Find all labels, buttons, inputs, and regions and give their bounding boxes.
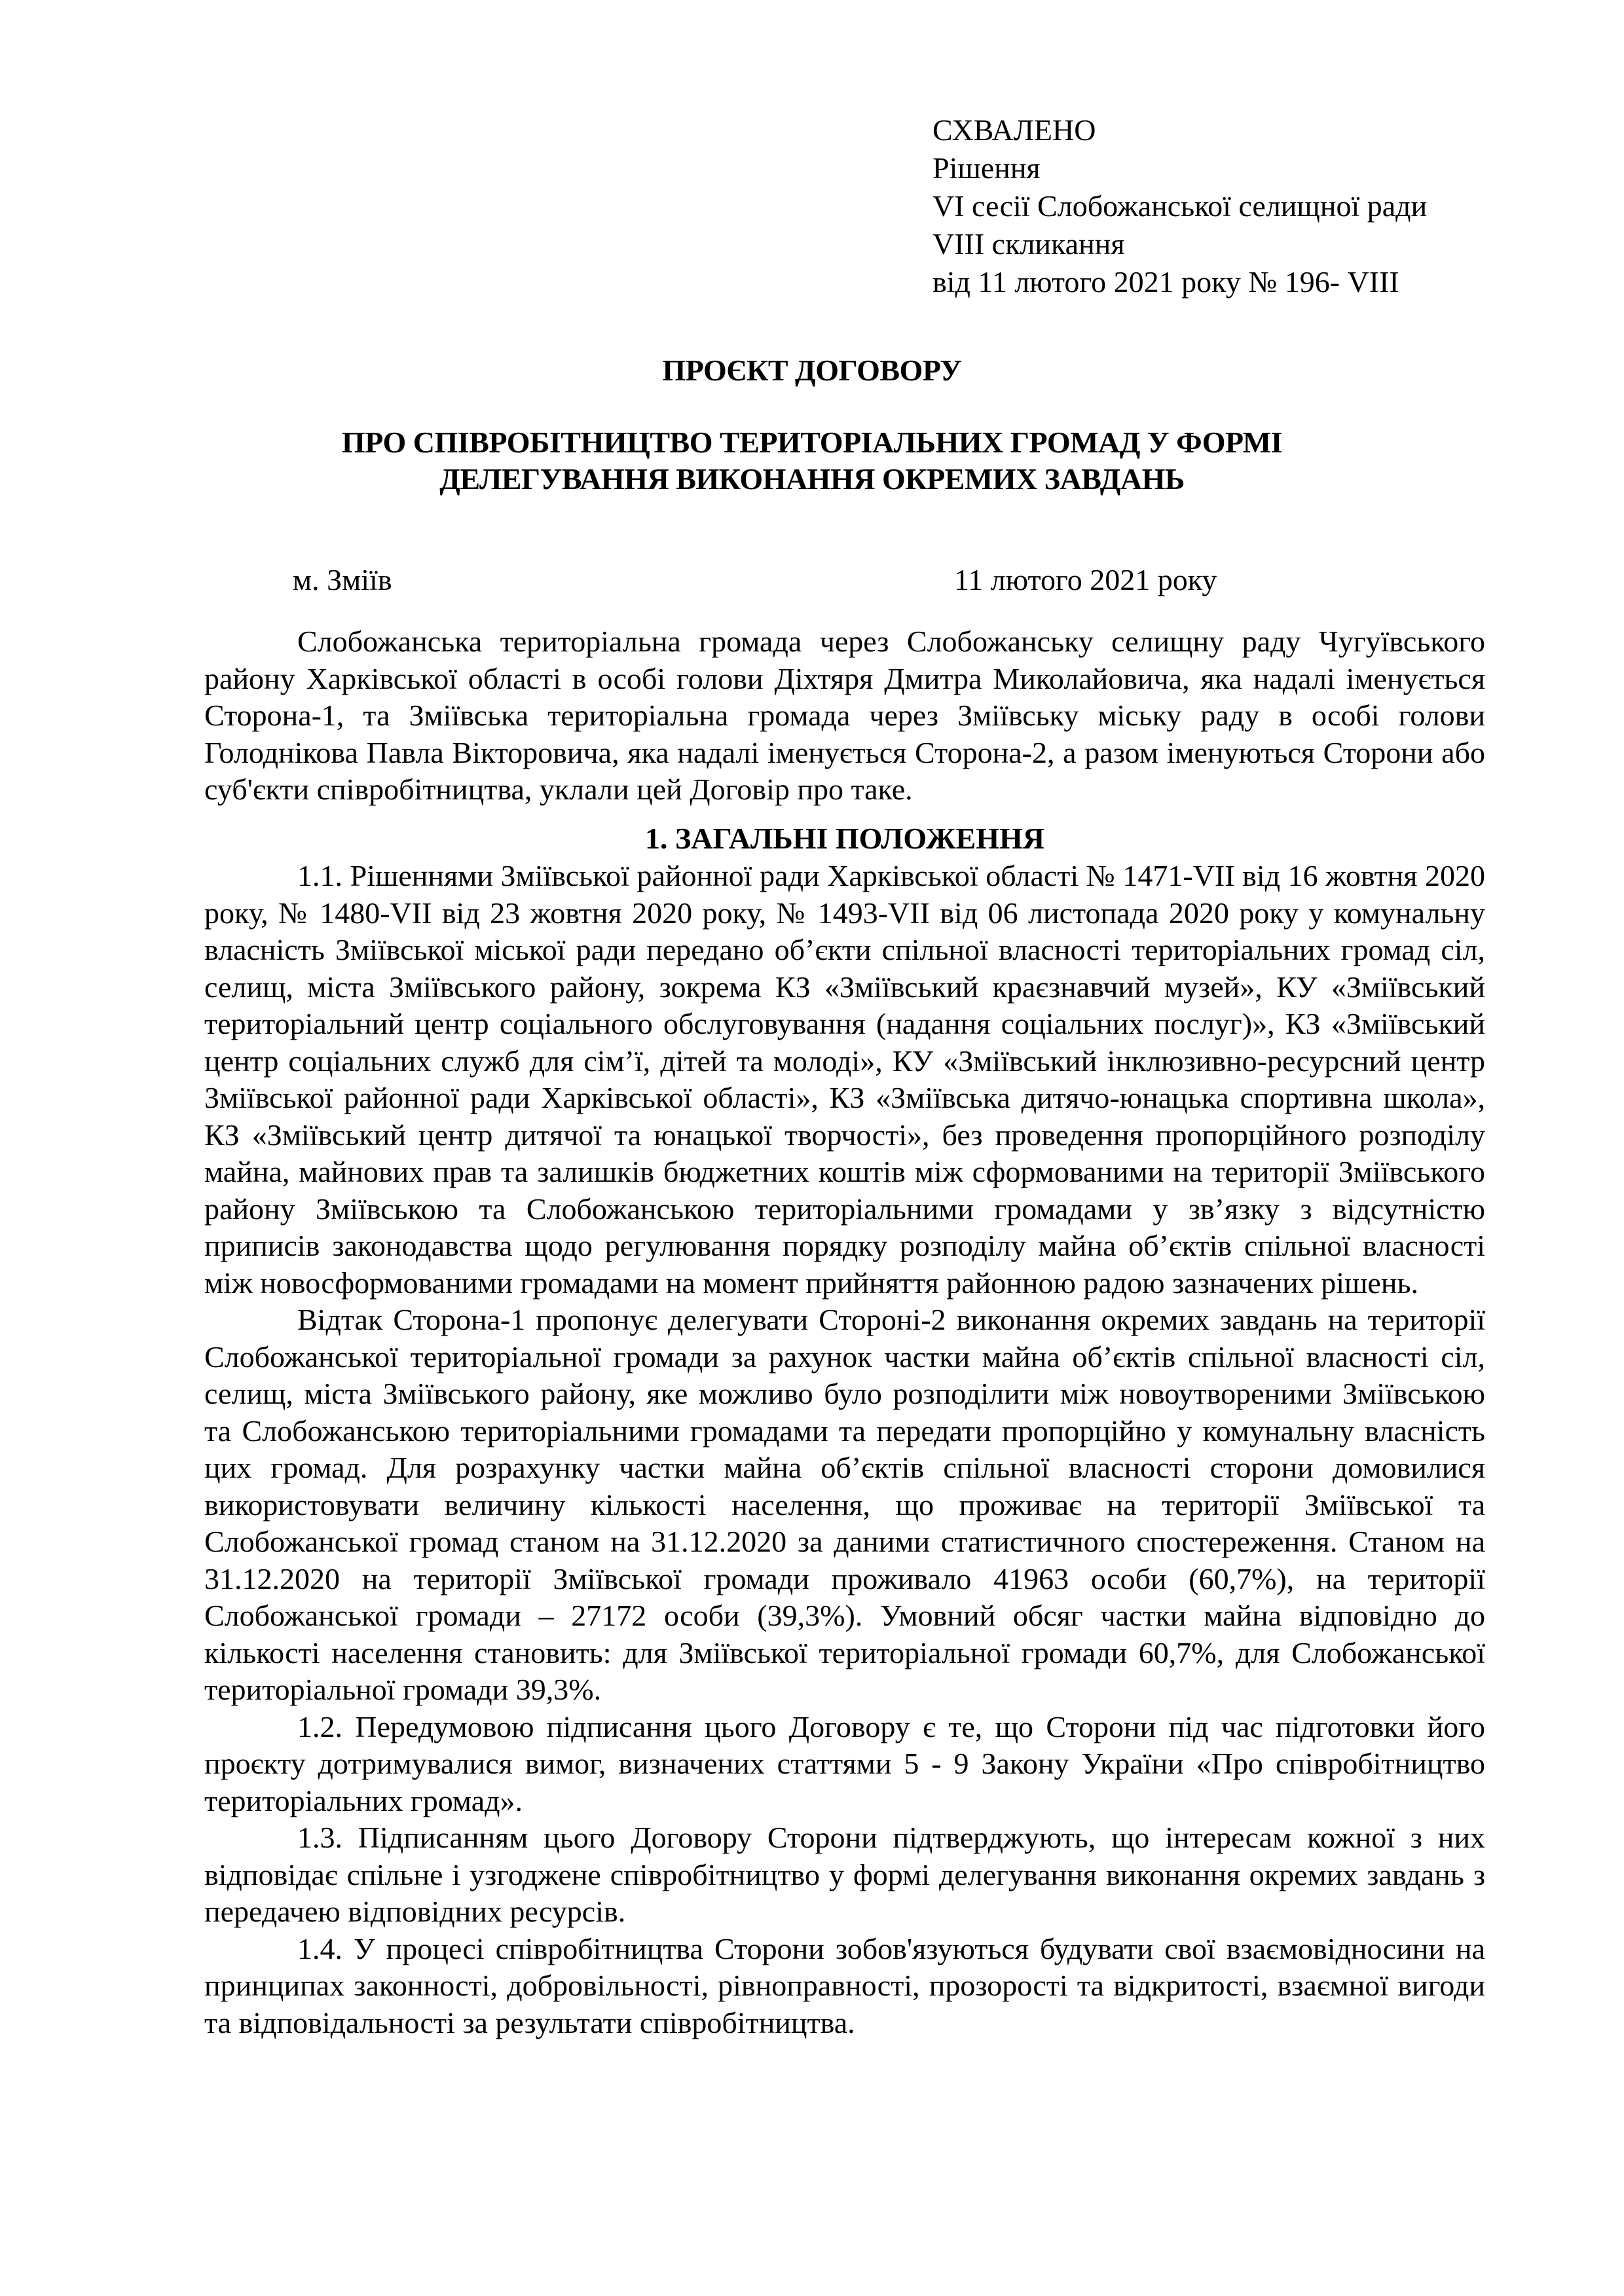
approval-stamp-block [932, 111, 1427, 301]
approval-session: VI сесії Слобожанської селищної ради [932, 189, 1428, 223]
section-1-body [204, 858, 1485, 2041]
document-subtitle-line-1: ПРО СПІВРОБІТНИЦТВО ТЕРИТОРІАЛЬНИХ ГРОМАД У ФОРМІ [341, 426, 1283, 459]
approval-label: СХВАЛЕНО [932, 113, 1096, 147]
approval-decision: Рішення [932, 151, 1041, 185]
preamble-paragraph: Слобожанська територіальна громада через Слобожанську селищну раду Чугуївського району Харківської області в особі голови Діхтяря Дмитра Миколайовича, яка надалі іменується Сторона-1, та Зміївська територіальна громада через Зміївську міську раду в особі голови Голоднікова Павла Вікторовича, яка надалі іменується Сторона-2, а разом іменуються Сторони або суб'єкти співробітництва, уклали цей Договір про таке. [204, 625, 1485, 806]
approval-convocation: VIII скликання [932, 227, 1125, 261]
clause-1-2: 1.2. Передумовою підписання цього Договору є те, що Сторони під час підготовки його проєкту дотримувалися вимог, визначених статтями 5 - 9 Закону України «Про співробітництво територіальних громад». [204, 1709, 1485, 1817]
clause-1-1: 1.1. Рішеннями Зміївської районної ради Харківської області № 1471-VII від 16 жовтня 2020 року, № 1480-VII від 23 жовтня 2020 року, № 1493-VII від 06 листопада 2020 року у комунальну власність Зміївської міської ради передано об’єкти спільної власності територіальних громад сіл, селищ, міста Зміївського району, зокрема КЗ «Зміївський краєзнавчий музей», КУ «Зміївський територіальний центр соціального обслуговування (надання соціальних послуг)», КЗ «Зміївський центр соціальних служб для сім’ї, дітей та молоді», КУ «Зміївський інклюзивно-ресурсний центр Зміївської районної ради Харківської області», КЗ «Зміївська дитячо-юнацька спортивна школа», КЗ «Зміївський центр дитячої та юнацької творчості», без проведення пропорційного розподілу майна, майнових прав та залишків бюджетних коштів між сформованими на території Зміївського району Зміївською та Слобожанською територіальними громадами у зв’язку з відсутністю приписів законодавства щодо регулювання порядку розподілу майна об’єктів спільної власності між новосформованими громадами на момент прийняття районною радою зазначених рішень. [204, 859, 1485, 1300]
document-subtitle-line-2: ДЕЛЕГУВАННЯ ВИКОНАННЯ ОКРЕМИХ ЗАВДАНЬ [439, 462, 1185, 496]
preamble [204, 623, 1485, 809]
section-1-heading: 1. ЗАГАЛЬНІ ПОЛОЖЕННЯ [645, 822, 1044, 855]
clause-1-3: 1.3. Підписанням цього Договору Сторони підтверджують, що інтересам кожної з них відповідає спільне і узгоджене співробітництво у формі делегування виконання окремих завдань з передачею відповідних ресурсів. [204, 1821, 1485, 1928]
document-subtitle [196, 424, 1428, 498]
contract-place: м. Зміїв [293, 563, 392, 596]
document-title: ПРОЄКТ ДОГОВОРУ [662, 354, 962, 387]
approval-date-number: від 11 лютого 2021 року № 196- VIII [932, 265, 1399, 299]
clause-1-1-continued: Відтак Сторона-1 пропонує делегувати Стороні-2 виконання окремих завдань на території Слобожанської територіальної громади за рахунок частки майна об’єктів спільної власності сіл, селищ, міста Зміївського району, яке можливо було розподілити між новоутвореними Зміївською та Слобожанською територіальними громадами та передати пропорційно у комунальну власність цих громад. Для розрахунку частки майна об’єктів спільної власності сторони домовилися використовувати величину кількості населення, що проживає на території Зміївської та Слобожанської громад станом на 31.12.2020 за даними статистичного спостереження. Станом на 31.12.2020 на території Зміївської громади проживало 41963 особи (60,7%), на території Слобожанської громади – 27172 особи (39,3%). Умовний обсяг частки майна відповідно до кількості населення становить: для Зміївської територіальної громади 60,7%, для Слобожанської територіальної громади 39,3%. [204, 1303, 1485, 1706]
contract-date: 11 лютого 2021 року [954, 563, 1217, 596]
clause-1-4: 1.4. У процесі співробітництва Сторони зобов'язуються будувати свої взаємовідносини на принципах законності, добровільності, рівноправності, прозорості та відкритості, взаємної вигоди та відповідальності за результати співробітництва. [204, 1931, 1485, 2039]
